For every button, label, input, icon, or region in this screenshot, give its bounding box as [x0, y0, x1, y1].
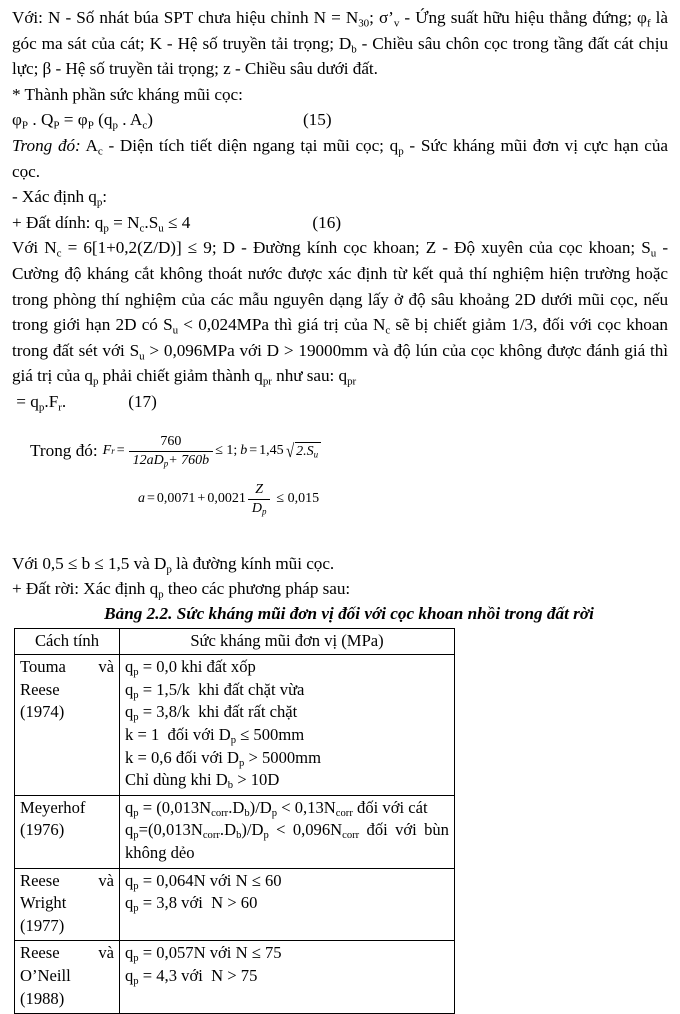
- column-header-method: Cách tính: [15, 628, 120, 655]
- paragraph-b-range: [12, 551, 668, 577]
- p5-seg-f: > 0,096MPa với D > 19000mm và độ lún của cọc không được đánh giá thì giá trị của q: [12, 340, 668, 386]
- formula-fr-fraction: [129, 434, 214, 469]
- equation-16-line: [12, 210, 668, 236]
- formula-fr-equals: =: [116, 443, 125, 458]
- p5-seg-b: = 6[1+0,2(Z/D)] ≤ 9; D - Đường kính cọc khoan; Z - Độ xuyên của cọc khoan; S: [61, 238, 651, 258]
- formula-line: $q_p = 1,5/k$ khi đất chặt vừa: [125, 679, 305, 702]
- cell-formula-touma-reese: [120, 655, 455, 796]
- eq15-sub-P2: P: [53, 119, 60, 132]
- eq17-seg-a: = q: [12, 391, 39, 411]
- formula-line: $q_p = (0,013N_{corr}.D_b)/D_p < 0,13N_{corr}$ đối với cát: [125, 797, 428, 820]
- method-line: Reese: [20, 679, 60, 699]
- formula-line: $q_p=(0,013N_{corr}.D_b)/D_p < 0,096N_{corr}$ đối với bùn không dẻo: [125, 820, 449, 863]
- table-2-2: [14, 628, 455, 1014]
- method-line: (1988): [20, 988, 65, 1008]
- equation-15-line: [12, 107, 668, 133]
- equation-15-body: $\varphi_P$ . $Q_P = \varphi_P$ ($q_p$ . $A_c$): [12, 110, 153, 132]
- p1-sub-b: b: [351, 42, 357, 55]
- table-caption: Bảng 2.2. Sức kháng mũi đơn vị đối với cọc khoan nhồi trong đất rời: [104, 603, 594, 623]
- paragraph-nc-su-explanation: [12, 235, 668, 389]
- eq16-seg-a: + Đất dính: q: [12, 212, 104, 232]
- method-line: (1974): [20, 702, 65, 722]
- formula-a-tail: ≤ 0,015: [276, 491, 320, 506]
- method-line: (1976): [20, 820, 65, 840]
- formula-line: $q_p = 0,0$ khi đất xốp: [125, 657, 256, 679]
- p3-sub-c: c: [97, 145, 103, 158]
- formula-a-fraction: [248, 482, 271, 517]
- formula-b-equals: =: [249, 443, 258, 458]
- method-line: (1977): [20, 915, 65, 935]
- formula-b-sqrt: [285, 442, 321, 461]
- formula-b-lhs: b: [240, 443, 248, 458]
- p4-seg-b: :: [102, 187, 108, 207]
- formula-fr-lead: Trong đó:: [30, 441, 98, 460]
- eq17-sub-r: r: [58, 401, 62, 414]
- p6-sub-p: p: [166, 562, 172, 575]
- eq15-sub-c: c: [142, 119, 148, 132]
- p3-seg-c: - Sức kháng mũi đơn vị cực hạn của cọc.: [12, 135, 669, 181]
- eq17-sub-p: p: [38, 401, 45, 414]
- cell-method-touma-reese: [15, 655, 120, 796]
- formula-a-frac-den-text: D: [251, 500, 262, 516]
- formula-fr-lhs: F: [102, 443, 112, 458]
- formula-a-frac-num: Z: [255, 481, 264, 497]
- paragraph-notation-list: [12, 5, 668, 82]
- eq15-sub-P1: P: [21, 119, 29, 132]
- formula-b-coefficient: 1,45: [259, 443, 284, 458]
- formula-a-frac-den-sub: p: [261, 506, 267, 517]
- formula-fr-den-a-sub: p: [163, 458, 169, 469]
- method-line: Wright: [20, 893, 67, 913]
- p5-sub-pr1: pr: [262, 375, 272, 388]
- formula-line: k = 1 đối với $D_p \le 500mm$: [125, 725, 305, 747]
- eq16-sub-u: u: [158, 222, 164, 235]
- formula-a-equals: =: [147, 491, 155, 506]
- p6-seg-a: Với 0,5 ≤ b ≤ 1,5 và D: [12, 553, 167, 573]
- p1-seg-e: - Chiều sâu chôn cọc trong tầng đất cát chịu lực; β - Hệ số truyền tải trọng; z - Chiều sâu dưới đất.: [12, 33, 668, 79]
- p5-seg-a: Với N: [12, 238, 57, 258]
- method-line: Reese và: [20, 870, 114, 890]
- p5-sub-u2: u: [172, 324, 179, 337]
- p3-sub-p: p: [398, 145, 404, 158]
- p5-seg-h: như sau: q: [271, 366, 348, 386]
- eq16-seg-b: = N: [108, 212, 140, 232]
- eq15-sub-P3: P: [87, 119, 94, 132]
- formula-a-lhs: a: [138, 491, 145, 506]
- cell-method-reese-oneill: [15, 941, 120, 1014]
- column-header-unit-tip-resistance: Sức kháng mũi đơn vị (MPa): [120, 628, 455, 655]
- formula-fr-numerator: 760: [160, 433, 182, 449]
- formula-fr-den-a: 12aD: [132, 452, 164, 468]
- table-row: [15, 795, 455, 868]
- equation-17-line: [12, 389, 668, 415]
- p1-seg-b: ; σ’: [369, 8, 394, 27]
- eq16-sub-p: p: [103, 222, 109, 235]
- method-line: Touma và: [20, 657, 114, 677]
- p3-seg-a: A: [80, 135, 98, 155]
- eq17-seg-b: .F: [44, 391, 59, 411]
- equation-15-number: (15): [302, 110, 332, 130]
- formula-fr-den-b: + 760b: [168, 452, 210, 468]
- eq16-seg-c: .S: [144, 212, 159, 232]
- paragraph-tip-resistance-heading: * Thành phần sức kháng mũi cọc:: [12, 84, 243, 104]
- cell-method-reese-wright: [15, 868, 120, 941]
- eq17-seg-c: .: [61, 391, 67, 411]
- p5-sub-p1: p: [92, 375, 99, 388]
- formula-fr-denominator: [129, 451, 214, 469]
- formula-line: k = 0,6 đối với $D_p > 5000mm$: [125, 747, 321, 769]
- formula-b-radicand-text: 2.S: [296, 443, 314, 459]
- formula-line: Chỉ dùng khi $D_b > 10D$: [125, 770, 280, 792]
- p5-seg-g: phải chiết giảm thành q: [98, 366, 263, 386]
- p7-seg-a: + Đất rời: Xác định q: [12, 579, 159, 599]
- method-line: Meyerhof: [20, 797, 86, 817]
- p5-seg-d: < 0,024MPa thì giá trị của N: [178, 315, 386, 335]
- eq16-sub-c: c: [139, 222, 145, 235]
- p7-sub-p: p: [158, 588, 164, 601]
- formula-a-plus: +: [197, 491, 206, 506]
- formula-fr-row: Trong đó: F r = $\frac{760}{12aD_p+ 760b}$ ≤ 1; b = 1,45 √ $2.S_u$: [12, 434, 668, 469]
- p5-seg-e: sẽ bị chiết giảm 1/3, đối với cọc khoan trong đất sét với S: [12, 315, 668, 360]
- sqrt-icon: √: [285, 440, 294, 462]
- formula-a-term1: 0,0071: [156, 491, 196, 506]
- paragraph-determine-qp: [12, 184, 668, 210]
- formula-a-term2: 0,0021: [207, 491, 246, 506]
- p5-sub-u1: u: [650, 247, 657, 260]
- paragraph-cohesionless-intro: [12, 576, 668, 602]
- p5-sub-c2: c: [385, 324, 391, 337]
- p1-seg-a: Với: N - Số nhát búa SPT chưa hiệu chỉnh N = N: [12, 8, 359, 27]
- formula-line: $q_p = 3,8$ với N > 60: [125, 893, 258, 915]
- eq16-seg-d: ≤ 4: [163, 212, 191, 232]
- table-row: [15, 868, 455, 941]
- formula-fr-le-one: ≤ 1;: [215, 443, 238, 458]
- eq15-sub-p: p: [112, 119, 118, 132]
- p1-sub-f: f: [646, 17, 651, 30]
- p7-seg-b: theo các phương pháp sau:: [163, 579, 351, 599]
- cell-formula-meyerhof: [120, 795, 455, 868]
- cell-formula-reese-oneill: [120, 941, 455, 1014]
- table-row: [15, 655, 455, 796]
- formula-a-frac-den: [248, 499, 271, 517]
- cell-method-meyerhof: [15, 795, 120, 868]
- p1-seg-c: - Ứng suất hữu hiệu thẳng đứng; φ: [399, 8, 647, 27]
- formula-line: $q_p = 0,064N$ với N ≤ 60: [125, 870, 282, 892]
- cell-formula-reese-wright: [120, 868, 455, 941]
- p1-sub-30: 30: [358, 17, 370, 30]
- equation-16-number: (16): [312, 212, 342, 232]
- formula-line: $q_p = 4,3$ với N > 75: [125, 966, 258, 988]
- method-line: Reese và: [20, 943, 114, 963]
- p1-sub-v: v: [393, 17, 400, 30]
- table-row: [15, 941, 455, 1014]
- p4-seg-a: - Xác định q: [12, 187, 97, 207]
- formula-line: $q_p = 3,8/k$ khi đất rất chặt: [125, 702, 298, 724]
- equation-17-number: (17): [128, 391, 157, 411]
- p6-seg-b: là đường kính mũi cọc.: [171, 553, 335, 573]
- formula-a-row: [12, 482, 668, 517]
- p4-sub-p: p: [96, 196, 103, 209]
- p5-sub-u3: u: [139, 350, 145, 363]
- formula-line: $q_p = 0,057N$ với N ≤ 75: [125, 943, 282, 965]
- p3-seg-b: - Diện tích tiết diện ngang tại mũi cọc; q: [102, 135, 399, 155]
- p3-label: Trong đó:: [12, 135, 81, 155]
- formula-b-radicand: [295, 442, 321, 461]
- p5-sub-pr2: pr: [347, 375, 357, 388]
- p5-seg-c: - Cường độ kháng cắt không thoát nước được xác định từ kết quả thí nghiệm hiện trường hoặc trong phòng thí nghiệm của các mẫu nguyên dạng lấy ở độ sâu khoảng 2D dưới mũi cọc, nếu trong giới hạn 2D có S: [12, 238, 668, 335]
- table-header-row: [15, 628, 455, 655]
- formula-b-radicand-sub: u: [313, 449, 319, 460]
- paragraph-definitions-ac-qp: [12, 133, 668, 184]
- display-formula-fr: [12, 434, 668, 517]
- p5-sub-c1: c: [56, 247, 62, 260]
- method-line: O’Neill: [20, 966, 71, 985]
- p1-seg-d: là góc ma sát của cát; K - Hệ số truyền tải trọng; D: [12, 8, 668, 53]
